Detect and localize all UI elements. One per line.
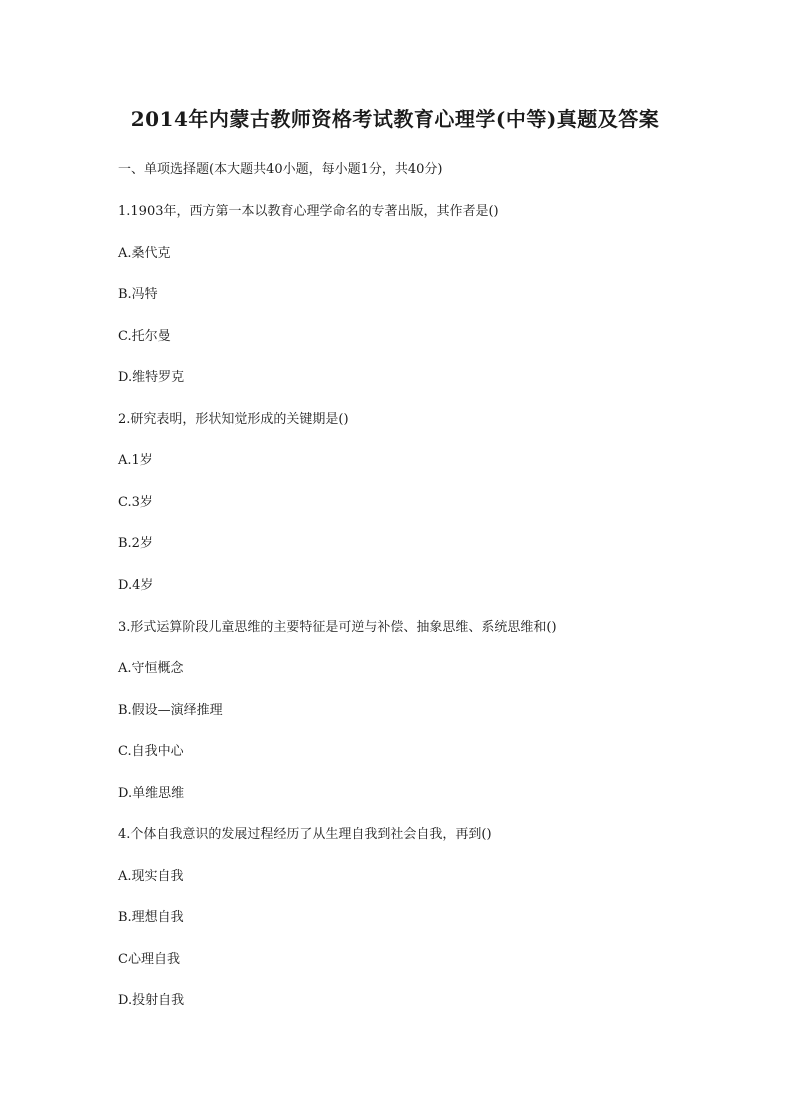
answer-option: A.现实自我: [118, 869, 184, 884]
answer-option: C.3岁: [118, 495, 153, 510]
answer-option: C.托尔曼: [118, 329, 171, 344]
answer-option: B.理想自我: [118, 910, 184, 925]
answer-option: A.守恒概念: [118, 661, 184, 676]
answer-option: D.4岁: [118, 578, 154, 593]
answer-option: D.投射自我: [118, 993, 185, 1008]
question-stem: 2.研究表明，形状知觉形成的关键期是(): [118, 412, 349, 427]
section-heading: 一、单项选择题(本大题共40小题，每小题1分，共40分): [118, 162, 443, 177]
answer-option: C.自我中心: [118, 744, 184, 759]
document-title: 2014年内蒙古教师资格考试教育心理学(中等)真题及答案: [130, 107, 660, 131]
answer-option: D.单维思维: [118, 786, 185, 801]
answer-option: C心理自我: [118, 952, 180, 967]
answer-option: B.假设—演绎推理: [118, 703, 223, 718]
question-stem: 1.1903年，西方第一本以教育心理学命名的专著出版，其作者是(): [118, 204, 499, 219]
answer-option: A.1岁: [118, 453, 153, 468]
answer-option: A.桑代克: [118, 246, 171, 261]
question-stem: 4.个体自我意识的发展过程经历了从生理自我到社会自我，再到(): [118, 827, 492, 842]
answer-option: D.维特罗克: [118, 370, 185, 385]
answer-option: B.2岁: [118, 536, 153, 551]
answer-option: B.冯特: [118, 287, 158, 302]
question-stem: 3.形式运算阶段儿童思维的主要特征是可逆与补偿、抽象思维、系统思维和(): [118, 620, 557, 635]
